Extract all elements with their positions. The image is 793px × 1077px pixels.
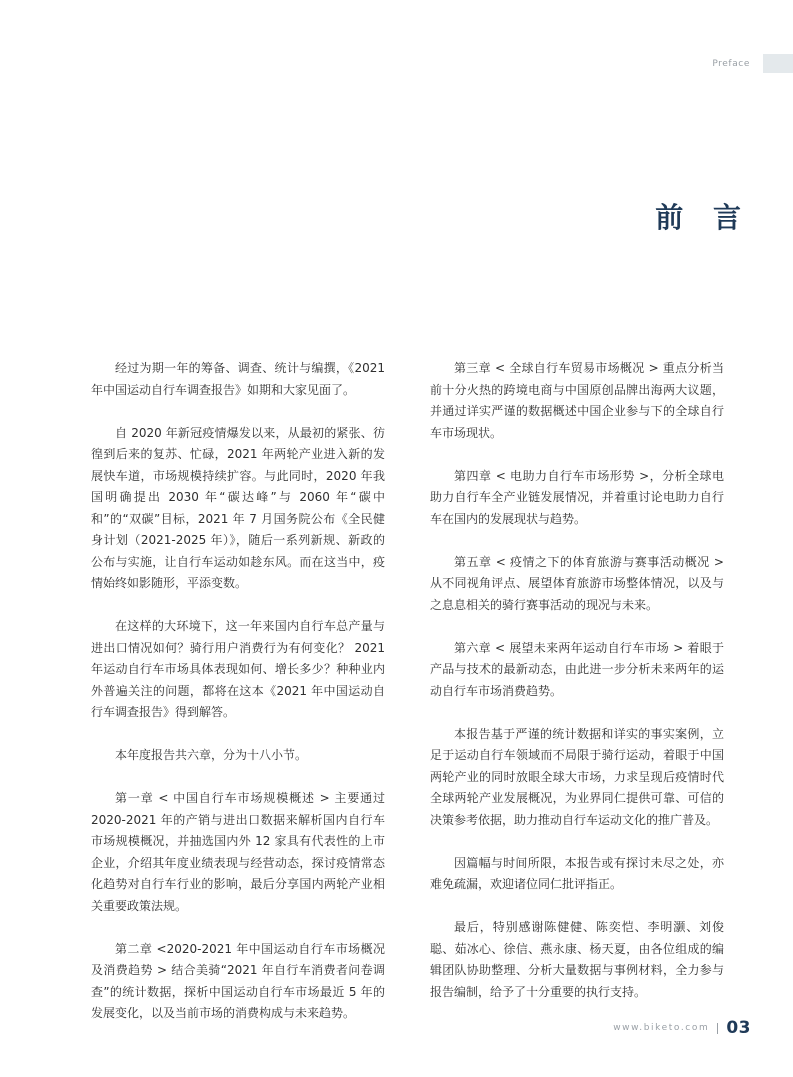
page-footer: [613, 1018, 751, 1038]
section-tab-marker: [763, 54, 793, 73]
footer-divider: [717, 1023, 718, 1034]
page-number: 03: [726, 1018, 751, 1038]
paragraph: 第四章 < 电助力自行车市场形势 >，分析全球电助力自行车全产业链发展情况，并着重讨论电助力自行车在国内的发展现状与趋势。: [430, 468, 724, 526]
paragraph: 经过为期一年的筹备、调查、统计与编撰，《2021 年中国运动自行车调查报告》如期和大家见面了。: [91, 361, 385, 397]
paragraph: 第二章 <2020-2021 年中国运动自行车市场概况及消费趋势 > 结合美骑“2021 年自行车消费者问卷调查”的统计数据，探析中国运动自行车市场最近 5 年的发展变化，以及当前市场的消费构成与未来趋势。: [91, 941, 385, 1020]
page-title: 前 言: [655, 201, 751, 234]
right-column: [430, 358, 724, 1025]
paragraph: 本报告基于严谨的统计数据和详实的事实案例，立足于运动自行车领域而不局限于骑行运动，着眼于中国两轮产业的同时放眼全球大市场，力求呈现后疫情时代全球两轮产业发展概况，为业界同仁提供可靠、可信的决策参考依据，助力推动自行车运动文化的推广普及。: [430, 726, 724, 827]
paragraph: 因篇幅与时间所限，本报告或有探讨未尽之处，亦难免疏漏，欢迎诸位同仁批评指正。: [430, 855, 724, 891]
paragraph: 自 2020 年新冠疫情爆发以来，从最初的紧张、彷徨到后来的复苏、忙碌，2021 年两轮产业进入新的发展快车道，市场规模持续扩容。与此同时，2020 年我国明确提出 2030 年“碳达峰”与 2060 年“碳中和”的“双碳”目标，2021 年 7 月国务院公布《全民健身计划（2021-2025 年）》，随后一系列新规、新政的公布与实施，让自行车运动如趁东风。而在这当中，疫情始终如影随形，平添变数。: [91, 425, 385, 590]
left-column: [91, 358, 385, 1046]
section-label: Preface: [712, 59, 750, 69]
paragraph: 第五章 < 疫情之下的体育旅游与赛事活动概况 > 从不同视角评点、展望体育旅游市场整体情况，以及与之息息相关的骑行赛事活动的现况与未来。: [430, 554, 724, 612]
paragraph: 第三章 < 全球自行车贸易市场概况 > 重点分析当前十分火热的跨境电商与中国原创品牌出海两大议题，并通过详实严谨的数据概述中国企业参与下的全球自行车市场现状。: [430, 361, 724, 440]
paragraph: 最后，特别感谢陈健健、陈奕恺、李明灏、刘俊聪、茹冰心、徐信、燕永康、杨天夏，由各位组成的编辑团队协助整理、分析大量数据与事例材料，全力参与报告编制，给予了十分重要的执行支持。: [430, 920, 724, 999]
website-url: www.biketo.com: [613, 1023, 710, 1033]
paragraph: 第六章 < 展望未来两年运动自行车市场 > 着眼于产品与技术的最新动态，由此进一步分析未来两年的运动自行车市场消费趋势。: [430, 640, 724, 698]
paragraph: 第一章 < 中国自行车市场规模概述 > 主要通过 2020-2021 年的产销与进出口数据来解析国内自行车市场规模概况，并抽选国内外 12 家具有代表性的上市企业，介绍其年度业绩表现与经营动态，探讨疫情常态化趋势对自行车行业的影响，最后分享国内两轮产业相关重要政策法规。: [91, 791, 385, 913]
paragraph: 本年度报告共六章，分为十八小节。: [115, 748, 308, 762]
paragraph: 在这样的大环境下，这一年来国内自行车总产量与进出口情况如何？骑行用户消费行为有何变化？ 2021 年运动自行车市场具体表现如何、增长多少？种种业内外普遍关注的问题，都将在这本《2021 年中国运动自行车调查报告》得到解答。: [91, 619, 385, 719]
